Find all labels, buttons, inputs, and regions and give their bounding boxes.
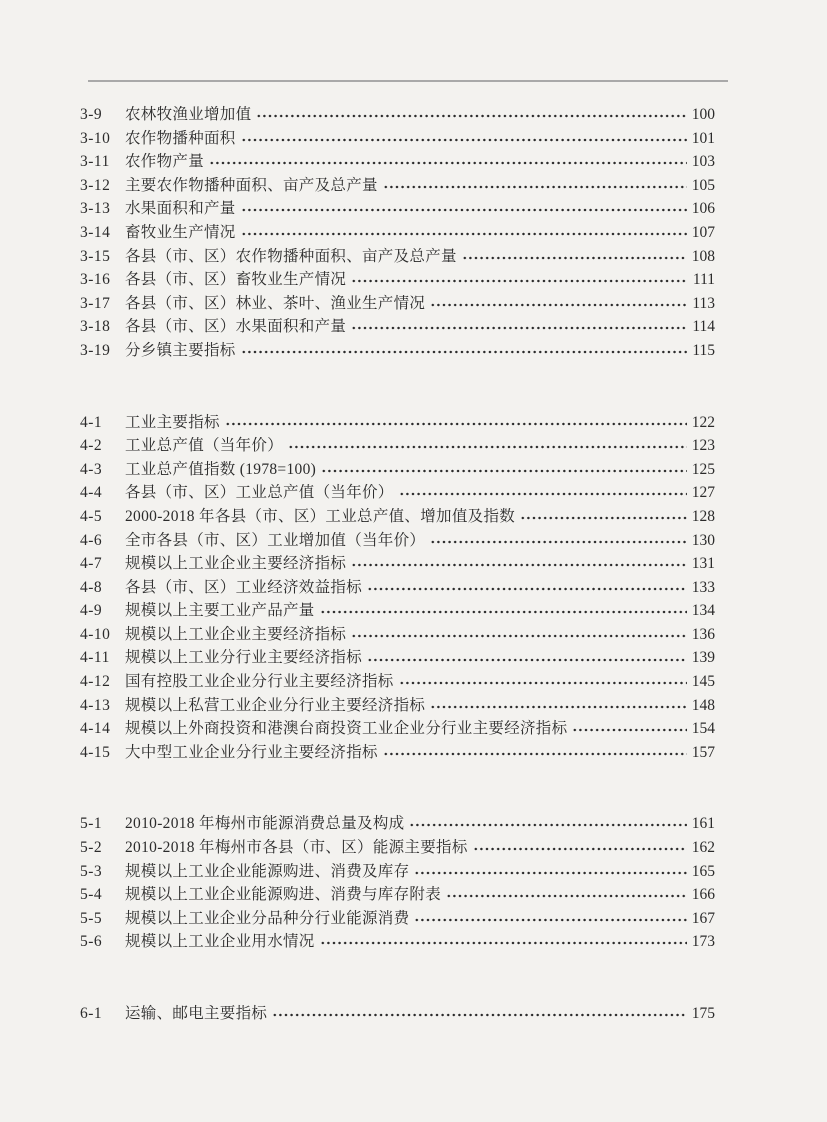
entry-title: 各县（市、区）工业总产值（当年价） (125, 484, 394, 502)
toc-entry (80, 670, 715, 694)
entry-page-number: 101 (691, 129, 715, 147)
entry-title: 主要农作物播种面积、亩产及总产量 (125, 176, 378, 194)
toc-entry (80, 174, 715, 198)
entry-number: 3-10 (80, 129, 111, 147)
entry-page-number: 139 (691, 649, 715, 667)
toc-entry (80, 505, 715, 529)
entry-page-number: 115 (692, 341, 715, 359)
header-rule (88, 80, 728, 82)
entry-title: 规模以上工业企业能源购进、消费与库存附表 (125, 886, 442, 904)
entry-number: 3-16 (80, 271, 111, 289)
entry-page-number: 131 (691, 555, 715, 573)
entry-page-number: 105 (691, 176, 715, 194)
entry-title: 水果面积和产量 (125, 200, 236, 218)
dot-leader (472, 836, 687, 860)
entry-page-number: 166 (691, 886, 715, 904)
entry-number: 5-5 (80, 909, 103, 927)
entry-title: 工业总产值指数 (1978=100) (125, 460, 317, 478)
entry-title: 2010-2018 年梅州市能源消费总量及构成 (125, 815, 405, 833)
entry-title: 工业主要指标 (125, 413, 220, 431)
dot-leader (240, 339, 688, 363)
entry-page-number: 154 (691, 720, 715, 738)
entry-page-number: 107 (691, 223, 715, 241)
dot-leader (366, 576, 687, 600)
entry-number: 3-12 (80, 176, 111, 194)
dot-leader (240, 221, 687, 245)
dot-leader (408, 812, 686, 836)
entry-title: 规模以上私营工业企业分行业主要经济指标 (125, 696, 426, 714)
entry-page-number: 130 (691, 531, 715, 549)
dot-leader (319, 599, 687, 623)
entry-number: 5-2 (80, 839, 103, 857)
toc-section-6 (80, 1002, 715, 1026)
dot-leader (429, 292, 687, 316)
entry-number: 4-13 (80, 696, 111, 714)
dot-leader (224, 411, 687, 435)
entry-number: 3-11 (80, 153, 110, 171)
entry-number: 4-4 (80, 484, 103, 502)
entry-title: 规模以上工业企业能源购进、消费及库存 (125, 862, 410, 880)
dot-leader (366, 646, 687, 670)
entry-number: 3-9 (80, 106, 103, 123)
toc-entry (80, 245, 715, 269)
entry-title: 规模以上工业企业主要经济指标 (125, 555, 347, 573)
entry-title: 农林牧渔业增加值 (125, 106, 252, 123)
dot-leader (398, 670, 687, 694)
entry-number: 5-1 (80, 815, 103, 833)
entry-title: 各县（市、区）水果面积和产量 (125, 318, 347, 336)
entry-number: 3-19 (80, 341, 111, 359)
entry-number: 4-15 (80, 743, 111, 761)
dot-leader (320, 458, 687, 482)
entry-title: 2000-2018 年各县（市、区）工业总产值、增加值及指数 (125, 507, 516, 525)
toc-entry (80, 1002, 715, 1026)
entry-page-number: 165 (691, 862, 715, 880)
entry-title: 规模以上工业企业分品种分行业能源消费 (125, 909, 410, 927)
entry-title: 各县（市、区）工业经济效益指标 (125, 578, 363, 596)
entry-title: 农作物播种面积 (125, 129, 236, 147)
toc-entry (80, 481, 715, 505)
entry-page-number: 106 (691, 200, 715, 218)
dot-leader (461, 245, 687, 269)
entry-title: 2010-2018 年梅州市各县（市、区）能源主要指标 (125, 839, 468, 857)
dot-leader (271, 1002, 687, 1026)
entry-number: 3-18 (80, 318, 111, 336)
entry-title: 各县（市、区）林业、茶叶、渔业生产情况 (125, 294, 426, 312)
entry-page-number: 157 (691, 743, 715, 761)
entry-title: 各县（市、区）畜牧业生产情况 (125, 271, 347, 289)
entry-number: 3-17 (80, 294, 111, 312)
toc-entry (80, 694, 715, 718)
dot-leader (445, 883, 687, 907)
entry-page-number: 167 (691, 909, 715, 927)
entry-page-number: 125 (691, 460, 715, 478)
dot-leader (413, 907, 686, 931)
dot-leader (571, 717, 686, 741)
entry-title: 畜牧业生产情况 (125, 223, 236, 241)
entry-number: 3-13 (80, 200, 111, 218)
entry-title: 运输、邮电主要指标 (125, 1005, 268, 1022)
entry-title: 分乡镇主要指标 (125, 341, 236, 359)
toc-entry (80, 741, 715, 765)
toc-entry (80, 127, 715, 151)
entry-number: 4-8 (80, 578, 103, 596)
toc-entry (80, 717, 715, 741)
entry-number: 4-3 (80, 460, 103, 478)
entry-number: 4-7 (80, 555, 103, 573)
entry-title: 大中型工业企业分行业主要经济指标 (125, 743, 378, 761)
toc-entry (80, 623, 715, 647)
entry-page-number: 114 (692, 318, 715, 336)
entry-number: 4-1 (80, 413, 103, 431)
toc-entry (80, 268, 715, 292)
toc-section-5 (80, 812, 715, 954)
toc-entry (80, 812, 715, 836)
entry-number: 4-9 (80, 602, 103, 620)
dot-leader (240, 127, 687, 151)
entry-number: 3-15 (80, 247, 111, 265)
entry-number: 6-1 (80, 1005, 103, 1022)
dot-leader (319, 930, 687, 954)
entry-number: 3-14 (80, 223, 111, 241)
toc-entry (80, 197, 715, 221)
toc-entry (80, 339, 715, 363)
entry-page-number: 145 (691, 673, 715, 691)
toc-entry (80, 576, 715, 600)
toc-entry (80, 930, 715, 954)
entry-page-number: 108 (691, 247, 715, 265)
dot-leader (382, 741, 687, 765)
dot-leader (519, 505, 687, 529)
entry-page-number: 122 (691, 413, 715, 431)
toc-entry (80, 907, 715, 931)
entry-title: 规模以上主要工业产品产量 (125, 602, 315, 620)
entry-number: 5-6 (80, 933, 103, 951)
entry-page-number: 173 (691, 933, 715, 951)
entry-page-number: 128 (691, 507, 715, 525)
toc-entry (80, 150, 715, 174)
toc-entry (80, 529, 715, 553)
entry-title: 国有控股工业企业分行业主要经济指标 (125, 673, 394, 691)
entry-title: 规模以上外商投资和港澳台商投资工业企业分行业主要经济指标 (125, 720, 568, 738)
toc-entry (80, 458, 715, 482)
entry-page-number: 136 (691, 625, 715, 643)
toc-entry (80, 292, 715, 316)
entry-page-number: 111 (692, 271, 715, 289)
entry-page-number: 123 (691, 437, 715, 455)
entry-number: 4-14 (80, 720, 111, 738)
dot-leader (350, 623, 687, 647)
entry-title: 农作物产量 (125, 153, 205, 171)
entry-page-number: 127 (691, 484, 715, 502)
dot-leader (287, 434, 687, 458)
entry-page-number: 134 (691, 602, 715, 620)
entry-number: 4-10 (80, 625, 111, 643)
entry-number: 4-12 (80, 673, 111, 691)
dot-leader (413, 860, 686, 884)
entry-number: 5-3 (80, 862, 103, 880)
entry-number: 4-11 (80, 649, 110, 667)
entry-number: 5-4 (80, 886, 103, 904)
toc-entry (80, 434, 715, 458)
toc-section-4 (80, 411, 715, 765)
entry-page-number: 175 (691, 1005, 715, 1022)
entry-title: 工业总产值（当年价） (125, 437, 284, 455)
entry-title: 全市各县（市、区）工业增加值（当年价） (125, 531, 426, 549)
entry-page-number: 113 (692, 294, 715, 312)
entry-number: 4-2 (80, 437, 103, 455)
toc-entry (80, 599, 715, 623)
entry-number: 4-5 (80, 507, 103, 525)
entry-page-number: 161 (691, 815, 715, 833)
toc-entry (80, 315, 715, 339)
dot-leader (350, 315, 687, 339)
entry-number: 4-6 (80, 531, 103, 549)
entry-title: 规模以上工业企业用水情况 (125, 933, 315, 951)
dot-leader (255, 103, 686, 127)
toc-entry (80, 552, 715, 576)
toc-entry (80, 646, 715, 670)
dot-leader (429, 694, 687, 718)
toc-entry (80, 103, 715, 127)
entry-page-number: 133 (691, 578, 715, 596)
toc-entry (80, 221, 715, 245)
toc-entry (80, 883, 715, 907)
dot-leader (429, 529, 687, 553)
toc-entry (80, 836, 715, 860)
entry-title: 规模以上工业分行业主要经济指标 (125, 649, 363, 667)
toc-section-3 (80, 103, 715, 363)
entry-title: 各县（市、区）农作物播种面积、亩产及总产量 (125, 247, 457, 265)
toc-list (80, 103, 715, 1026)
toc-entry (80, 411, 715, 435)
dot-leader (240, 197, 687, 221)
dot-leader (350, 268, 688, 292)
dot-leader (350, 552, 687, 576)
dot-leader (382, 174, 687, 198)
entry-title: 规模以上工业企业主要经济指标 (125, 625, 347, 643)
dot-leader (398, 481, 687, 505)
toc-entry (80, 860, 715, 884)
entry-page-number: 103 (691, 153, 715, 171)
entry-page-number: 100 (691, 106, 715, 123)
entry-page-number: 148 (691, 696, 715, 714)
entry-page-number: 162 (691, 839, 715, 857)
dot-leader (208, 150, 687, 174)
